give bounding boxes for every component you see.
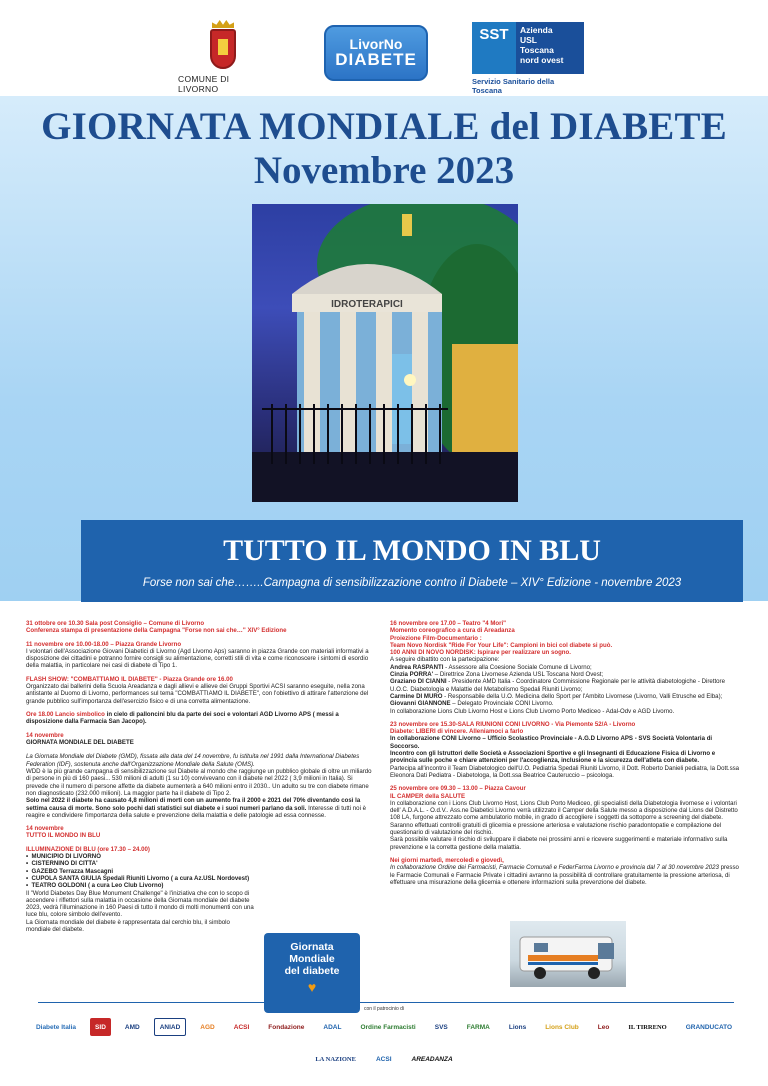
event-text: In collaborazione CONI Livorno – Ufficio Scolastico Provinciale - A.G.D Livorno APS - SVS Società Volontaria di Soccorso.	[390, 735, 713, 750]
event-text: I volontari dell'Associazione Giovani Diabetici di Livorno (Agd Livorno Aps) saranno in piazza Grande con materiali informativi a disposizione dei cittadini e potranno fornire consigli su alimentazione, corretti stili di vita e come riconoscere i sintomi di esordio della malattia, in particolare nei casi di diabete di Tipo 1.	[26, 647, 369, 670]
heart-hand-icon: ♥	[307, 979, 317, 995]
event-text: La Giornata mondiale del diabete è rappresentata dal cerchio blu, il simbolo mondiale del diabete.	[26, 918, 230, 933]
sponsor-logo: AGD	[200, 1023, 215, 1031]
sponsor-logo: ADAL	[323, 1023, 342, 1031]
sponsor-logos-row2	[30, 1050, 738, 1068]
banner-subtitle: Forse non sai che……..Campagna di sensibilizzazione contro il Diabete – XIV° Edizione - novembre 2023	[142, 577, 682, 589]
event-title: FLASH SHOW: "COMBATTIAMO IL DIABETE" - Piazza Grande ore 16.00	[26, 675, 233, 683]
sponsor-logo: Ordine Farmacisti	[360, 1023, 416, 1031]
world-diabetes-day-badge	[264, 933, 360, 1013]
list-item: • CUPOLA SANTA GIULIA Spedali Riuniti Livorno ( a cura Az.USL Nordovest)	[26, 874, 250, 882]
list-item: • CISTERNINO DI CITTA'	[26, 860, 98, 868]
usl-line1: Azienda	[520, 25, 553, 35]
event-pharmacies	[390, 857, 742, 886]
illumination-list	[26, 853, 254, 889]
sponsor-logo: ACSI	[233, 1023, 250, 1031]
event-date: 16 novembre ore 17.00 – Teatro "4 Mori"	[390, 620, 507, 627]
building-illustration	[252, 204, 518, 502]
livorno-logo-line1: LivorNo	[349, 36, 403, 52]
livorno-logo-line2: DIABETE	[335, 50, 417, 69]
event-text: Il "World Diabetes Day Blue Monument Challenge" è l'iniziativa che con lo scopo di accendere i riflettori sulla malattia in occasione della Giornata mondiale del diabete 2023, vedrà l'illuminazione in 160 Paesi di tutto il mondo di molti monumenti con una luce blu, colore simbolo dell'evento.	[26, 889, 254, 919]
sponsor-logo: Diabete Italia	[35, 1023, 77, 1031]
speaker: Graziano DI CIANNI - Presidente AMD Italia - Coordinatore Commissione Regionale per le attività diabetologiche - Direttore U.O.C. Diabetologia e Malattie del Metabolismo Spedali Riuniti Livorno;	[390, 678, 725, 693]
speaker: Cinzia PORRA' – Direttrice Zona Livornese Azienda USL Toscana Nord Ovest;	[390, 671, 604, 679]
event-text: WDD è la più grande campagna di sensibilizzazione sul Diabete al mondo che raggiunge un pubblico globale di oltre un miliardo di persone in più di 160 paesi... 530 milioni di adulti (1 su 10) convivevano con il diabete nel 2022 ( 3,9 milioni in Italia). Si prevede che il numero di persone affette da diabete aumenterà a 640 milioni entro il 2030.. Un adulto su tre con diabete rimane non diagnosticato (232.000 milioni). La maggior parte ha il diabete di Tipo 2.	[26, 768, 372, 797]
event-text: Organizzato dai ballerini della Scuola Areadanza e dagli allievi e allieve dei Gruppi Sportivi ACSI saranno eseguite, nella zona antistante al Duomo di Livorno, performances sul tema "COMBATTIAMO IL DIABETE", con l'obiettivo di attirare l'attenzione del grande pubblico sull'importanza dell'esercizio fisico e di una corretta alimentazione.	[26, 683, 369, 705]
building-inscription: IDROTERAPICI	[331, 299, 403, 310]
usl-line4: nord ovest	[520, 55, 564, 65]
footer-divider	[38, 1002, 734, 1003]
event-title: Nei giorni martedì, mercoledì e giovedì,	[390, 856, 504, 864]
usl-logo	[472, 22, 584, 95]
livorno-diabete-logo	[324, 25, 428, 81]
left-column	[26, 620, 372, 933]
sponsor-logo: IL TIRRENO	[628, 1023, 667, 1031]
event-text: Solo nel 2022 il diabete ha causato 4,8 milioni di morti con un aumento fra il 2000 e 2021 del 70% diventando così la settima causa di morte. Sono solo pochi dati statistici sul diabete e i suoi numeri parlano da soli.	[26, 797, 361, 812]
page-title: GIORNATA MONDIALE del DIABETE	[41, 105, 727, 148]
usl-line3: Toscana	[520, 45, 554, 55]
list-item: • MUNICIPIO DI LIVORNO	[26, 853, 101, 861]
event-date: 23 novembre ore 15.30-SALA RIUNIONI CONI LIVORNO - Via Piemonte 52/A - Livorno	[390, 720, 636, 728]
sponsor-logos	[30, 1018, 738, 1036]
list-item: • GAZEBO Terrazza Mascagni	[26, 867, 114, 875]
event-teatro	[390, 620, 742, 715]
sponsor-logo: Leo	[597, 1023, 610, 1031]
event-text: presso le Farmacie Comunali e Farmacie Private i cittadini avranno la possibilità di controllare gratuitamente la pressione arteriosa, di effettuare una misurazione della glicemia e ottenere informazioni sulla prevenzione del diabete.	[390, 864, 739, 886]
event-camper	[390, 785, 742, 851]
event-text: Partecipa all'incontro il Team Diabetologico dell'U.O. Pediatria Spedali Riuniti Livorno, il Dott. Roberto Danieli pediatra, la Dott.ssa Eleonora Dati Pediatra - Diabetologa, la Dott.ssa Beatrice Cauteruccio – psicologa.	[390, 764, 740, 779]
speaker: Carmine DI MURO - Responsabile della U.O. Medicina dello Sport per l'Ambito Livornese (Livorno, Valli Etrusche ed Elba);	[390, 692, 723, 700]
camper-illustration	[510, 921, 626, 987]
sponsor-logo: ANIAD	[154, 1018, 187, 1036]
event-blue-world	[26, 825, 372, 840]
event-title: IL CAMPER della SALUTE	[390, 792, 466, 800]
comune-logo	[178, 20, 268, 94]
event-text: Team Novo Nordisk "Ride For Your Life": Campioni in bici col diabete si può.	[390, 641, 613, 649]
badge-line1: Giornata	[290, 941, 334, 953]
event-title: Conferenza stampa di presentazione della Campagna "Forse non sai che…" XIV° Edizione	[26, 627, 287, 635]
speaker: Andrea RASPANTI - Assessore alla Coesione Sociale Comune di Livorno;	[390, 663, 592, 671]
sponsor-logo: SID	[90, 1018, 111, 1036]
event-title: GIORNATA MONDIALE DEL DIABETE	[26, 738, 134, 746]
event-illumination	[26, 846, 254, 934]
comune-label: COMUNE DI LIVORNO	[178, 74, 230, 94]
sponsor-logo: Lions	[508, 1023, 527, 1031]
page-subtitle: Novembre 2023	[253, 149, 515, 192]
header	[0, 0, 768, 96]
event-text: Proiezione Film-Documentario :	[390, 634, 482, 642]
campaign-banner	[81, 520, 743, 602]
badge-line3: del diabete	[284, 965, 340, 977]
event-press-conference	[26, 620, 372, 635]
event-date: 25 novembre ore 09.30 – 13.00 – Piazza Cavour	[390, 785, 526, 793]
badge-line2: Mondiale	[289, 953, 335, 965]
event-title: Diabete: LIBERI di vincere. Alleniamoci a farlo	[390, 728, 524, 736]
event-date: 31 ottobre ore 10.30 Sala post Consiglio – Comune di Livorno	[26, 620, 205, 627]
event-flash-show	[26, 676, 372, 705]
event-balloons	[26, 711, 372, 726]
crest-icon	[210, 29, 236, 69]
event-date: 14 novembre	[26, 825, 64, 833]
crown-icon	[212, 20, 234, 28]
speaker: Giovanni GIANNONE – Delegato Provinciale CONI Livorno.	[390, 700, 554, 708]
patron-label: con il patrocinio di	[363, 1006, 405, 1012]
event-piazza-grande	[26, 641, 372, 670]
event-text: Momento coreografico a cura di Areadanza	[390, 627, 515, 635]
sponsor-logo: GRANDUCATO	[685, 1023, 733, 1031]
camper-photo	[510, 921, 626, 987]
event-title: TUTTO IL MONDO IN BLU	[26, 832, 101, 840]
right-column	[390, 620, 742, 892]
event-text: La Giornata Mondiale del Diabete (GMD), fissata alla data del 14 novembre, fu istituita nel 1991 dalla International Diabetes Federation (IDF), sostenuta anche dall'Organizzazione Mondiale della Salute (OMS).	[26, 753, 360, 768]
sponsor-logo: SVS	[434, 1023, 448, 1031]
usl-short: SST	[472, 22, 516, 74]
sponsor-logo: Fondazione	[268, 1023, 305, 1031]
event-text: In collaborazione Lions Club Livorno Host e Lions Club Livorno Porto Mediceo - Adal-Odv e AGD Livorno.	[390, 707, 675, 715]
usl-line2: USL	[520, 35, 537, 45]
sponsor-logo: AREADANZA	[411, 1055, 453, 1063]
event-text: Incontro con gli Istruttori delle Società e Associazioni Sportive e gli Insegnanti di Educazione Fisica di Livorno e provincia sulle poche e chiare attenzioni per l'accoglienza, inclusione e la sicurezza dell'atleta con diabete.	[390, 750, 716, 765]
event-world-day	[26, 732, 372, 820]
sponsor-logo: ACSI	[375, 1055, 392, 1063]
event-text: in cielo di palloncini blu da parte dei soci e volontari AGD Livorno APS ( messi a disposizione dalla Farmacia San Jacopo).	[26, 710, 339, 726]
event-text: Saranno effettuati controlli gratuiti di glicemia e pressione arteriosa e valutazione rischio paradontopatie e compilazione del questionario di valutazione del rischio.	[390, 821, 722, 837]
event-text: In collaborazione Ordine dei Farmacisti, Farmacie Comunali e FederFarma Livorno e provincia dal 7 al 30 novembre 2023	[390, 864, 719, 872]
banner-title: TUTTO IL MONDO IN BLU	[223, 534, 601, 567]
event-text: In collaborazione con i Lions Club Livorno Host, Lions Club Porto Mediceo, gli specialisti della Diabetologia livornese e i volontari dell' A.D.A.L. - O.d.V.. Ass.ne Diabetici Livorno verrà utilizzato il Camper della Salute messo a disposizione dal Lions del Distretto 108 LA, furgone attrezzato come ambulatorio mobile, in grado di accogliere i soggetti da sottoporre a screening del diabete.	[390, 799, 738, 822]
event-text: Sarà possibile valutare il rischio di sviluppare il diabete nei prossimi anni e ricevere suggerimenti e materiale informativo sulla prevenzione e la corretta gestione della malattia.	[390, 836, 728, 851]
event-date: 14 novembre	[26, 731, 64, 739]
sponsor-logo: LA NAZIONE	[315, 1055, 356, 1063]
usl-name	[516, 22, 584, 74]
list-item: • TEATRO GOLDONI ( a cura Leo Club Livorno)	[26, 882, 164, 890]
sponsor-logo: Lions Club	[545, 1023, 579, 1031]
usl-caption: Servizio Sanitario della Toscana	[472, 77, 555, 95]
sponsor-logo: FARMA	[466, 1023, 490, 1031]
event-title: Ore 18.00 Lancio simbolico	[26, 710, 105, 718]
event-coni	[390, 721, 742, 779]
event-date: 11 novembre ore 10.00-18.00 – Piazza Grande Livorno	[26, 640, 182, 648]
building-photo	[252, 204, 518, 502]
sponsor-logo: AMD	[124, 1023, 140, 1031]
event-text: A seguire dibattito con la partecipazione:	[390, 656, 500, 664]
event-title: ILLUMINAZIONE DI BLU (ore 17.30 – 24.00)	[26, 845, 150, 853]
event-text: 100 ANNI DI NOVO NORDISK: Ispirare per realizzare un sogno.	[390, 649, 571, 657]
event-text: Interesse di tutti noi è reagire e condividere l'importanza della salute e prevenzione della malattia e delle patologie ad essa connesse.	[26, 804, 367, 819]
